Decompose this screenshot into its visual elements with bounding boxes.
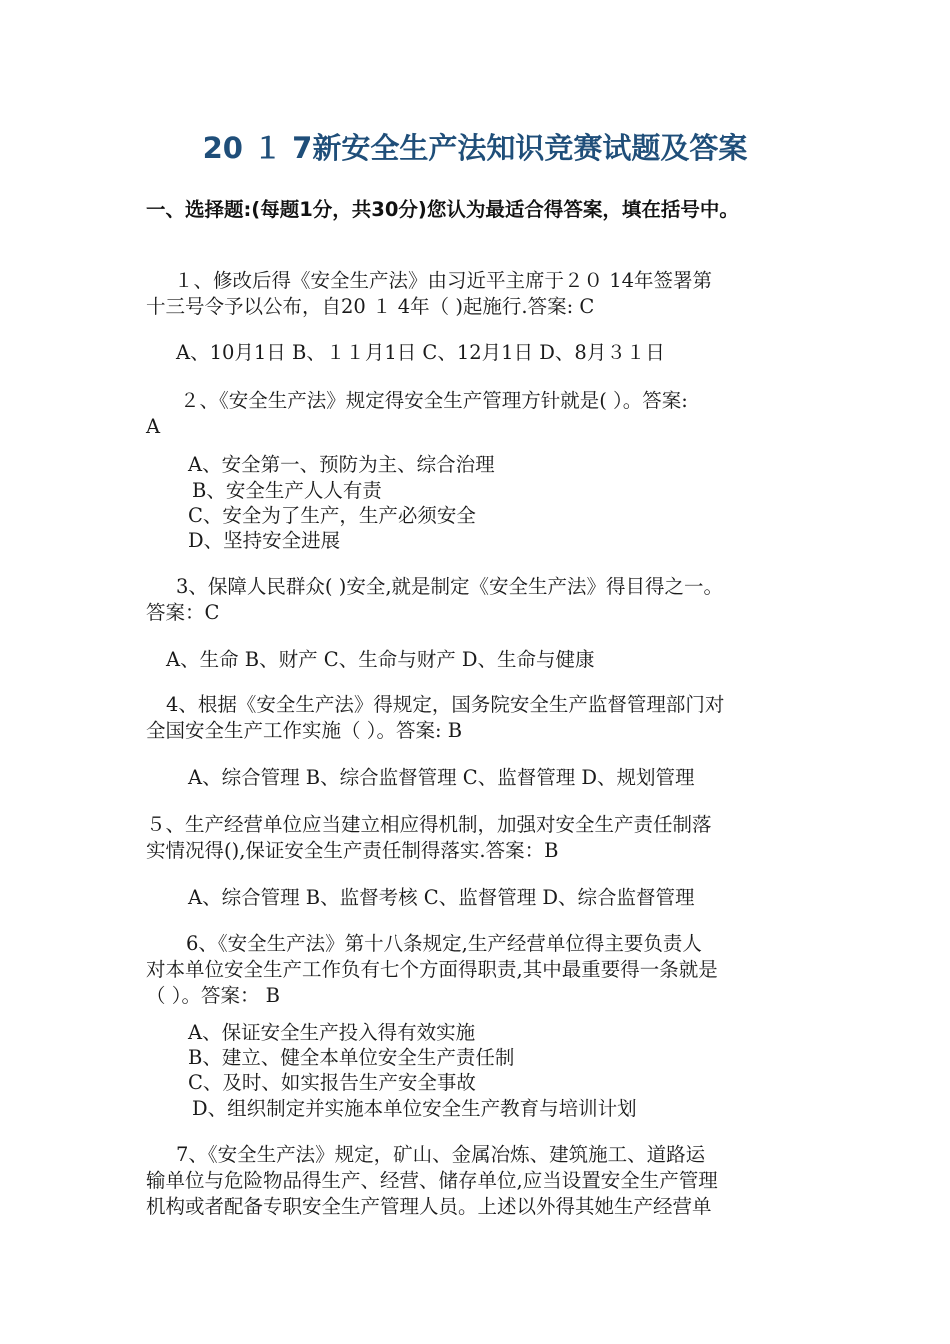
question-5-line-1: ５、生产经营单位应当建立相应得机制，加强对安全生产责任制落 [146,813,712,836]
question-3-options: A、生命 B、财产 C、生命与财产 D、生命与健康 [166,648,595,671]
question-3-line-2: 答案：C [146,601,220,624]
question-2-option-b: B、安全生产人人有责 [192,479,382,502]
question-4-line-2: 全国安全生产工作实施（ ）。答案: B [146,719,463,742]
question-5-line-2: 实情况得(),保证安全生产责任制得落实.答案：B [146,839,559,862]
question-6-line-1: 6、《安全生产法》第十八条规定,生产经营单位得主要负责人 [186,932,702,955]
question-6-option-b: B、建立、健全本单位安全生产责任制 [188,1046,515,1069]
question-7-line-1: 7、《安全生产法》规定，矿山、金属冶炼、建筑施工、道路运 [176,1143,706,1166]
question-6-option-a: A、保证安全生产投入得有效实施 [188,1021,476,1044]
question-6-line-2: 对本单位安全生产工作负有七个方面得职责,其中最重要得一条就是 [146,958,718,981]
document-title: 20 １ 7新安全生产法知识竞赛试题及答案 [202,131,748,165]
question-1-options: A、10月1日 B、１１月1日 C、12月1日 D、8月３１日 [176,341,665,364]
question-2-option-a: A、安全第一、预防为主、综合治理 [188,453,495,476]
question-2-option-d: D、坚持安全进展 [188,529,341,552]
question-6-line-3: （ ）。答案： B [146,984,280,1007]
question-1-line-1: １、修改后得《安全生产法》由习近平主席于２０ 14年签署第 [174,269,713,292]
question-6-option-c: C、及时、如实报告生产安全事故 [188,1071,476,1094]
question-3-line-1: 3、保障人民群众( )安全,就是制定《安全生产法》得目得之一。 [176,575,724,598]
question-4-line-1: 4、根据《安全生产法》得规定，国务院安全生产监督管理部门对 [166,693,725,716]
question-7-line-3: 机构或者配备专职安全生产管理人员。上述以外得其她生产经营单 [146,1195,712,1218]
question-2-line-1: ２、《安全生产法》规定得安全生产管理方针就是( ）。答案: [180,389,688,412]
question-4-options: A、综合管理 B、综合监督管理 C、监督管理 D、规划管理 [188,766,695,789]
question-2-option-c: C、安全为了生产，生产必须安全 [188,504,476,527]
question-6-option-d: D、组织制定并实施本单位安全生产教育与培训计划 [192,1097,637,1120]
question-1-line-2: 十三号令予以公布，自20 １ 4年（ )起施行.答案: C [146,295,595,318]
question-2-line-2: A [146,415,161,438]
question-5-options: A、综合管理 B、监督考核 C、监督管理 D、综合监督管理 [188,886,695,909]
question-7-line-2: 输单位与危险物品得生产、经营、储存单位,应当设置安全生产管理 [146,1169,718,1192]
section-heading: 一、选择题:(每题1分，共30分)您认为最适合得答案，填在括号中。 [146,198,739,221]
